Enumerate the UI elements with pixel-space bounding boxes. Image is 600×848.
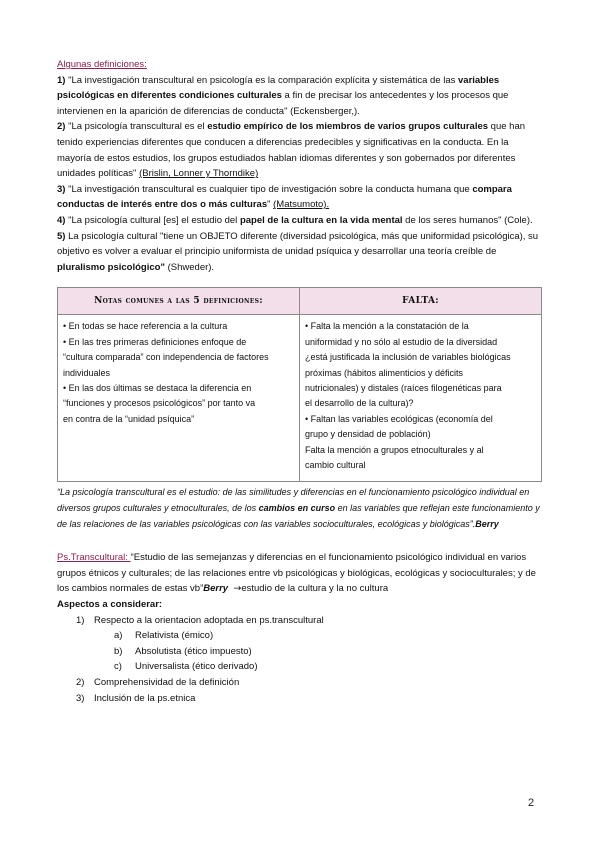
summary-text: “La psicología transcultural es el estudio: de las similitudes y diferencias en el funcionamiento psicológico individual en diversos grupos culturales y etnoculturales, de los [57, 487, 530, 513]
cell-line: nutricionales) y distales (raíces filogenéticas para [305, 382, 502, 393]
cell-line: • Falta la mención a la constatación de la [305, 321, 469, 332]
list-text: Respecto a la orientacion adoptada en ps.transcultural [94, 614, 324, 626]
summary-text: en las variables que reflejan este funcionamiento y de las relaciones de las variables psicológicas con las variables socioculturales, ecológicas y biológicas”. [57, 502, 540, 529]
arrow-icon: → [233, 583, 242, 595]
cell-line: individuales [63, 367, 111, 378]
aspects-list [57, 613, 543, 707]
definition-5 [57, 229, 543, 276]
list-item [57, 691, 543, 707]
missing-cell [300, 315, 542, 482]
cell-line: próximas (hábitos alimenticios y déficits [305, 367, 464, 378]
definition-bold: papel de la cultura en la vida mental [239, 214, 403, 226]
aspects-heading-text: Aspectos a considerar: [57, 598, 163, 610]
list-item [57, 613, 543, 675]
table-header-common-notes: Notas comunes a las 5 definiciones: [58, 288, 300, 315]
definition-citation: (Brislin, Lonner y Thorndike) [139, 168, 259, 180]
definition-text: "La psicología cultural [es] el estudio del [68, 214, 240, 226]
aspects-heading [57, 597, 543, 613]
summary-author: Berry [475, 518, 499, 529]
page-content [57, 57, 543, 706]
cell-line: “cultura comparada” con independencia de factores [63, 352, 269, 363]
definition-bold: pluralismo psicológico" [57, 261, 165, 273]
list-number: a) [114, 630, 123, 642]
table-row [58, 315, 542, 482]
ps-transcultural-title: Ps.Transcultural: [57, 552, 131, 564]
definition-text: que han tenido experiencias diferentes que conducen a diferencias predecibles y significativas en la conducta. En la mayoría de estos estudios, los grupos estudiados hablan idiomas diferentes y son gobernados por diferentes unidades políticas" [57, 121, 526, 180]
definition-text: (Shweder). [164, 261, 215, 273]
definition-1 [57, 73, 543, 120]
definition-bold: variables psicológicas en diferentes condiciones culturales [57, 74, 500, 102]
definition-text: de los seres humanos" (Cole). [402, 214, 533, 226]
page-number: 2 [528, 797, 535, 809]
cell-line: el desarrollo de la cultura)? [305, 398, 414, 409]
cell-line: • En las tres primeras definiciones enfoque de [63, 336, 247, 347]
list-number: 2) [76, 676, 85, 688]
list-text: Comprehensividad de la definición [94, 676, 240, 688]
ps-transcultural-text: estudio de la cultura y la no cultura [241, 583, 389, 595]
cell-line: en contra de la “unidad psíquica” [63, 413, 195, 424]
definition-text: "La investigación transcultural es cualquier tipo de investigación sobre la conducta humana que [68, 183, 473, 195]
sub-aspects-list [77, 628, 543, 675]
definition-text: " [267, 199, 274, 211]
definition-number: 2) [57, 121, 66, 133]
ps-transcultural-author: Berry [203, 583, 229, 595]
ps-transcultural-text: “Estudio de las semejanzas y diferencias en el funcionamiento psicológico individual en varios grupos étnicos y culturales; de las relaciones entre vb psicológicas y biológicas, ecológicas y socioculturales; y de los cambios normales de estas vb” [57, 552, 536, 595]
definition-number: 5) [57, 230, 66, 242]
cell-line: • Faltan las variables ecológicas (economía del [305, 413, 493, 424]
summary-bold: cambios en curso [258, 502, 336, 513]
list-text: Absolutista (ético impuesto) [135, 645, 252, 657]
definition-3 [57, 182, 543, 213]
list-item [77, 644, 543, 660]
definition-2 [57, 119, 543, 181]
section-heading: Algunas definiciones: [57, 59, 147, 70]
definition-number: 4) [57, 214, 66, 226]
definition-text: a fin de precisar los antecedentes y los procesos que intervienen en la aparición de diferencias de conducta" (Eckensberger,). [57, 90, 509, 117]
list-text: Inclusión de la ps.etnica [94, 692, 196, 704]
list-text: Relativista (émico) [135, 630, 214, 642]
cell-line: “funciones y procesos psicológicos” por tanto va [63, 398, 256, 409]
cell-line: ¿está justificada la inclusión de variables biológicas [305, 352, 511, 363]
cell-line: • En las dos últimas se destaca la diferencia en [63, 382, 252, 393]
list-item [77, 659, 543, 675]
table-header-row [58, 288, 542, 315]
cell-line: cambio cultural [305, 459, 366, 470]
comparison-table [57, 287, 542, 482]
table-header-missing: FALTA: [300, 288, 542, 315]
list-number: 3) [76, 692, 85, 704]
definition-bold: compara conductas de interés entre dos o más culturas [57, 183, 512, 211]
cell-line: uniformidad y no sólo al estudio de la diversidad [305, 336, 498, 347]
list-number: b) [114, 645, 123, 657]
ps-transcultural-definition [57, 550, 543, 597]
definition-number: 1) [57, 74, 66, 86]
definition-bold: estudio empírico de los miembros de varios grupos culturales [207, 121, 489, 133]
definition-4 [57, 213, 543, 229]
definition-number: 3) [57, 183, 66, 195]
list-text: Universalista (ético derivado) [135, 661, 258, 673]
definition-citation: (Matsumoto). [273, 199, 330, 211]
list-number: 1) [76, 614, 85, 626]
summary-quote [57, 485, 543, 532]
cell-line: grupo y densidad de población) [305, 429, 431, 440]
list-number: c) [114, 661, 122, 673]
definition-text: La psicología cultural "tiene un OBJETO diferente (diversidad psicológica, más que uniformidad psicológica), su objetivo es volver a evaluar el principio uniformista de unidad psíquica y desarrollar una teoría creíble de [57, 230, 539, 258]
list-item [77, 628, 543, 644]
definition-text: "La investigación transcultural en psicología es la comparación explícita y sistemática de las [68, 74, 458, 86]
list-item [57, 675, 543, 691]
cell-line: Falta la mención a grupos etnoculturales y al [305, 444, 484, 455]
cell-line: • En todas se hace referencia a la cultura [63, 321, 228, 332]
definition-text: "La psicología transcultural es el [68, 121, 208, 133]
common-notes-cell [58, 315, 300, 482]
